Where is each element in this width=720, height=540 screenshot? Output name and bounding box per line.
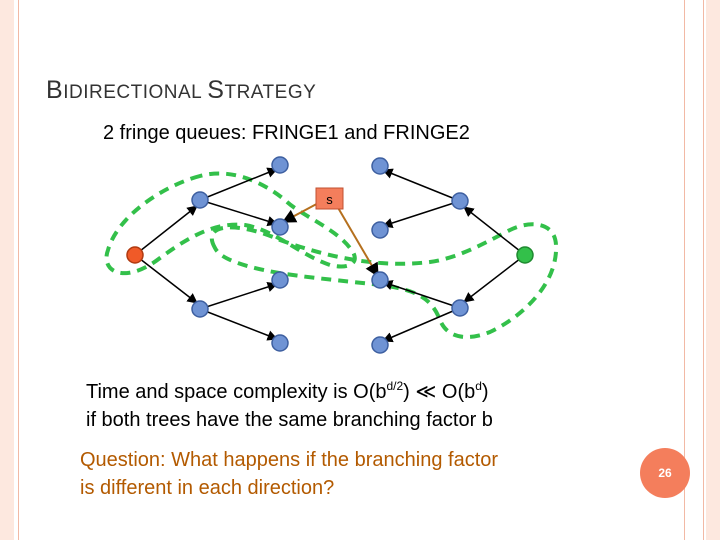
node [192,301,208,317]
node [192,192,208,208]
complexity-line-2: if both trees have the same branching factor b [86,409,493,431]
much-less-than-symbol: ≪ [415,381,437,403]
node [372,222,388,238]
goal-node [517,247,533,263]
node [272,219,288,235]
node [272,272,288,288]
question-line-1: Question: What happens if the branching factor [80,449,499,471]
node [272,335,288,351]
complexity-text [86,372,493,434]
node [452,193,468,209]
complexity-line-1: Time and space complexity is $O(b^{d/2})$ ≪ $O(b^d)$ [86,379,489,403]
node [272,157,288,173]
node [372,337,388,353]
s-links [283,200,378,276]
start-node [127,247,143,263]
question-line-2: is different in each direction? [80,477,335,499]
node [372,272,388,288]
node [372,158,388,174]
node [452,300,468,316]
question-text [80,446,498,502]
slide-title: BIDIRECTIONAL STRATEGY [46,76,317,104]
subtitle: 2 fringe queues: FRINGE1 and FRINGE2 [103,122,470,144]
s-node-label: s [326,192,333,207]
page-number-badge: 26 [640,448,690,498]
